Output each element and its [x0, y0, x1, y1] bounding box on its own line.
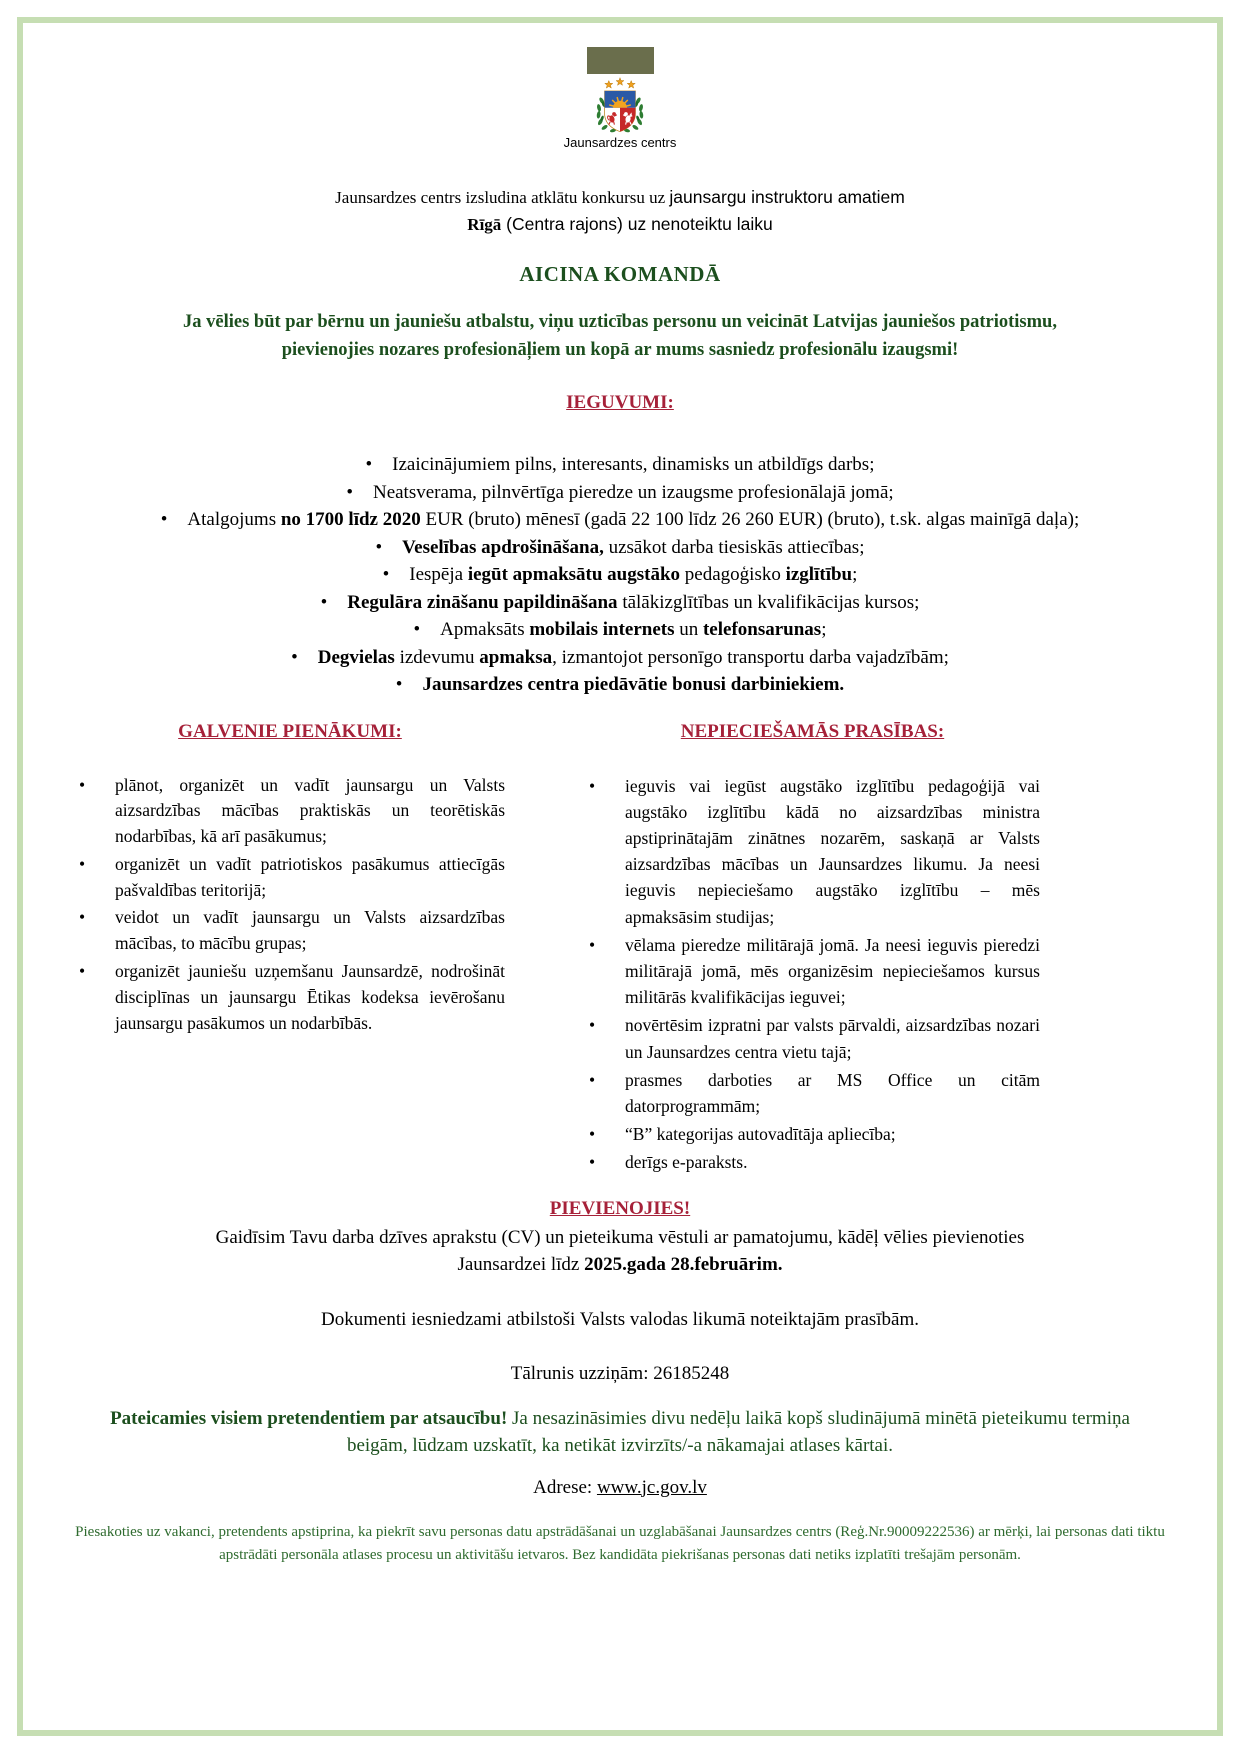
announcement-line1-sans: jaunsargu instruktoru amatiem [669, 187, 905, 207]
join-paragraph: Gaidīsim Tavu darba dzīves aprakstu (CV) un pieteikuma vēstuli ar pamatojumu, kādēļ vēlies pievienoties Jaunsardzei līdz 2025.gada 28.februārim. [215, 1226, 1025, 1276]
benefit-text: Regulāra zināšanu papildināšana tālākizglītības un kvalifikācijas kursos; [347, 591, 920, 613]
address-line [0, 1477, 1240, 1499]
duty-item [75, 773, 505, 850]
bullet-icon: • [291, 646, 298, 668]
duty-text: organizēt jauniešu uzņemšanu Jaunsardzē, nodrošināt disciplīnas un jaunsargu Ētikas kodeksa ievērošanu jaunsargu pasākumos un nodarbībās. [115, 961, 505, 1033]
benefit-item [90, 535, 1150, 562]
benefits-list [90, 452, 1150, 699]
requirement-text: vēlama pieredze militārajā jomā. Ja neesi ieguvis pieredzi militārajā jomā, mēs organizēsim nepieciešamos kursus militārās kvalifikācijas ieguvei; [625, 934, 1040, 1008]
website-link[interactable]: www.jc.gov.lv [596, 1476, 707, 1498]
benefits-heading: IEGUVUMI: [566, 392, 674, 413]
olive-flag-image [587, 47, 654, 74]
bullet-icon: • [589, 1069, 596, 1090]
join-heading: PIEVIENOJIES! [549, 1197, 691, 1219]
shield [605, 91, 636, 132]
duties-list [75, 773, 505, 1037]
announcement-line2 [0, 211, 1240, 238]
address-label: Adrese: [533, 1476, 597, 1498]
privacy-notice: Piesakoties uz vakanci, pretendents apstiprina, ka piekrīt savu personas datu apstrādāšanai un uzglabāšanai Jaunsardzes centrs (Reģ.Nr.90009222536) ar mērķi, lai personas dati tiktu apstrādāti personāla atlases procesu un aktivitāšu ietvaros. Bez kandidāta piekrišanas personas dati netiks izplatīti trešajām personām. [75, 1523, 1165, 1564]
bullet-icon: • [413, 619, 421, 640]
duty-text: plānot, organizēt un vadīt jaunsargu un Valsts aizsardzības mācības praktiskās un teorētiskās nodarbības, kā arī pasākumus; [115, 774, 505, 847]
announcement-line1 [0, 184, 1240, 211]
duty-item [75, 905, 505, 957]
benefit-item [90, 617, 1150, 644]
bullet-icon: • [395, 674, 403, 695]
benefit-text: Veselības apdrošināšana, uzsākot darba tiesiskās attiecības; [402, 536, 865, 558]
requirement-text: ieguvis vai iegūst augstāko izglītību pedagoģijā vai augstāko izglītību kādā no aizsardzības ministra apstiprinātajām zinātnes nozarēm, saskaņā ar Valsts aizsardzības mācības un Jaunsardzes likumu. Ja neesi ieguvis nepieciešamo augstāko izglītību – mēs apmaksāsim studijas; [625, 775, 1040, 927]
benefit-item [90, 645, 1150, 672]
requirement-text: prasmes darboties ar MS Office un citām datorprogrammām; [625, 1069, 1040, 1116]
benefit-text: Iespēja iegūt apmaksātu augstāko pedagoģisko izglītību; [409, 564, 858, 585]
benefit-text: Atalgojums no 1700 līdz 2020 EUR (bruto) mēnesī (gadā 22 100 līdz 26 260 EUR) (bruto), t.sk. algas mainīgā daļa); [187, 509, 1080, 530]
requirement-text: “B” kategorijas autovadītāja apliecība; [625, 1124, 896, 1145]
requirement-item [585, 773, 1040, 930]
bullet-icon: • [79, 774, 86, 795]
intro-paragraph: Ja vēlies būt par bērnu un jauniešu atbalstu, viņu uzticības personu un veicināt Latvijas jauniešos patriotismu, pievienojies nozares profesionāļiem un kopā ar mums sasniedz profesionālu izaugsmi! [183, 312, 1057, 360]
requirement-item [585, 1121, 1040, 1147]
bullet-icon: • [79, 907, 86, 928]
announcement-line2-sans: (Centra rajons) uz nenoteiktu laiku [501, 214, 773, 234]
benefit-item [90, 672, 1150, 699]
benefit-item [90, 507, 1150, 534]
bullet-icon: • [589, 775, 596, 796]
logo-block [0, 0, 1240, 150]
bullet-icon: • [589, 934, 596, 955]
bullet-icon: • [589, 1152, 596, 1173]
duties-column [75, 721, 505, 1178]
benefit-item [90, 452, 1150, 479]
requirement-text: novērtēsim izpratni par valsts pārvaldi, aizsardzības nozari un Jaunsardzes centra vietu tajā; [625, 1015, 1040, 1062]
duty-item [75, 959, 505, 1036]
bullet-icon: • [375, 536, 383, 558]
bullet-icon: • [160, 509, 168, 530]
benefit-text: Degvielas izdevumu apmaksa, izmantojot personīgo transportu darba vajadzībām; [317, 646, 949, 668]
benefit-text: Apmaksāts mobilais internets un telefonsarunas; [440, 619, 827, 640]
benefit-text: Jaunsardzes centra piedāvātie bonusi darbiniekiem. [422, 674, 845, 695]
logo-caption: Jaunsardzes centrs [563, 135, 677, 150]
benefit-item [90, 480, 1150, 507]
duty-text: veidot un vadīt jaunsargu un Valsts aizsardzības mācības, to mācību grupas; [115, 907, 505, 954]
phone-line: Tālrunis uzziņām: 26185248 [510, 1362, 730, 1384]
benefit-item [90, 590, 1150, 617]
benefit-text: Neatsverama, pilnvērtīga pieredze un izaugsme profesionālajā jomā; [372, 481, 894, 503]
bullet-icon: • [320, 591, 328, 613]
bullet-icon: • [382, 564, 390, 585]
requirements-heading: NEPIECIEŠAMĀS PRASĪBAS: [680, 720, 945, 742]
bullet-icon: • [346, 481, 353, 503]
requirement-text: derīgs e-paraksts. [625, 1152, 748, 1173]
thanks-paragraph: Pateicamies visiem pretendentiem par atsaucību! Ja nesazināsimies divu nedēļu laikā kopš sludinājumā minētā pieteikumu termiņa beigām, lūdzam uzskatīt, ka netikāt izvirzīts/-a nākamajai atlases kārtai. [110, 1407, 1130, 1456]
three-stars [605, 78, 635, 88]
bullet-icon: • [589, 1015, 596, 1036]
announcement-line1-serif: Jaunsardzes centrs izsludina atklātu konkursu uz [335, 188, 670, 207]
requirements-column [585, 721, 1040, 1178]
bullet-icon: • [79, 961, 86, 982]
bullet-icon: • [589, 1124, 596, 1145]
requirement-item [585, 1149, 1040, 1175]
duties-heading: GALVENIE PIENĀKUMI: [178, 720, 402, 742]
requirement-item [585, 1067, 1040, 1119]
two-column-section [0, 721, 1240, 1178]
requirement-item [585, 932, 1040, 1011]
documents-note: Dokumenti iesniedzami atbilstoši Valsts valodas likumā noteiktajām prasībām. [320, 1308, 920, 1330]
announcement-city: Rīgā [467, 215, 502, 234]
bullet-icon: • [79, 853, 86, 874]
requirements-list [585, 773, 1040, 1176]
bullet-icon: • [365, 454, 373, 475]
duty-item [75, 852, 505, 904]
duty-text: organizēt un vadīt patriotiskos pasākumus attiecīgās pašvaldības teritorijā; [115, 853, 505, 900]
invite-heading: AICINA KOMANDĀ [519, 262, 721, 286]
coat-of-arms-icon [585, 77, 655, 133]
requirement-item [585, 1012, 1040, 1064]
announcement-header [0, 184, 1240, 238]
benefit-item [90, 562, 1150, 589]
benefit-text: Izaicinājumiem pilns, interesants, dinamisks un atbildīgs darbs; [392, 454, 875, 475]
